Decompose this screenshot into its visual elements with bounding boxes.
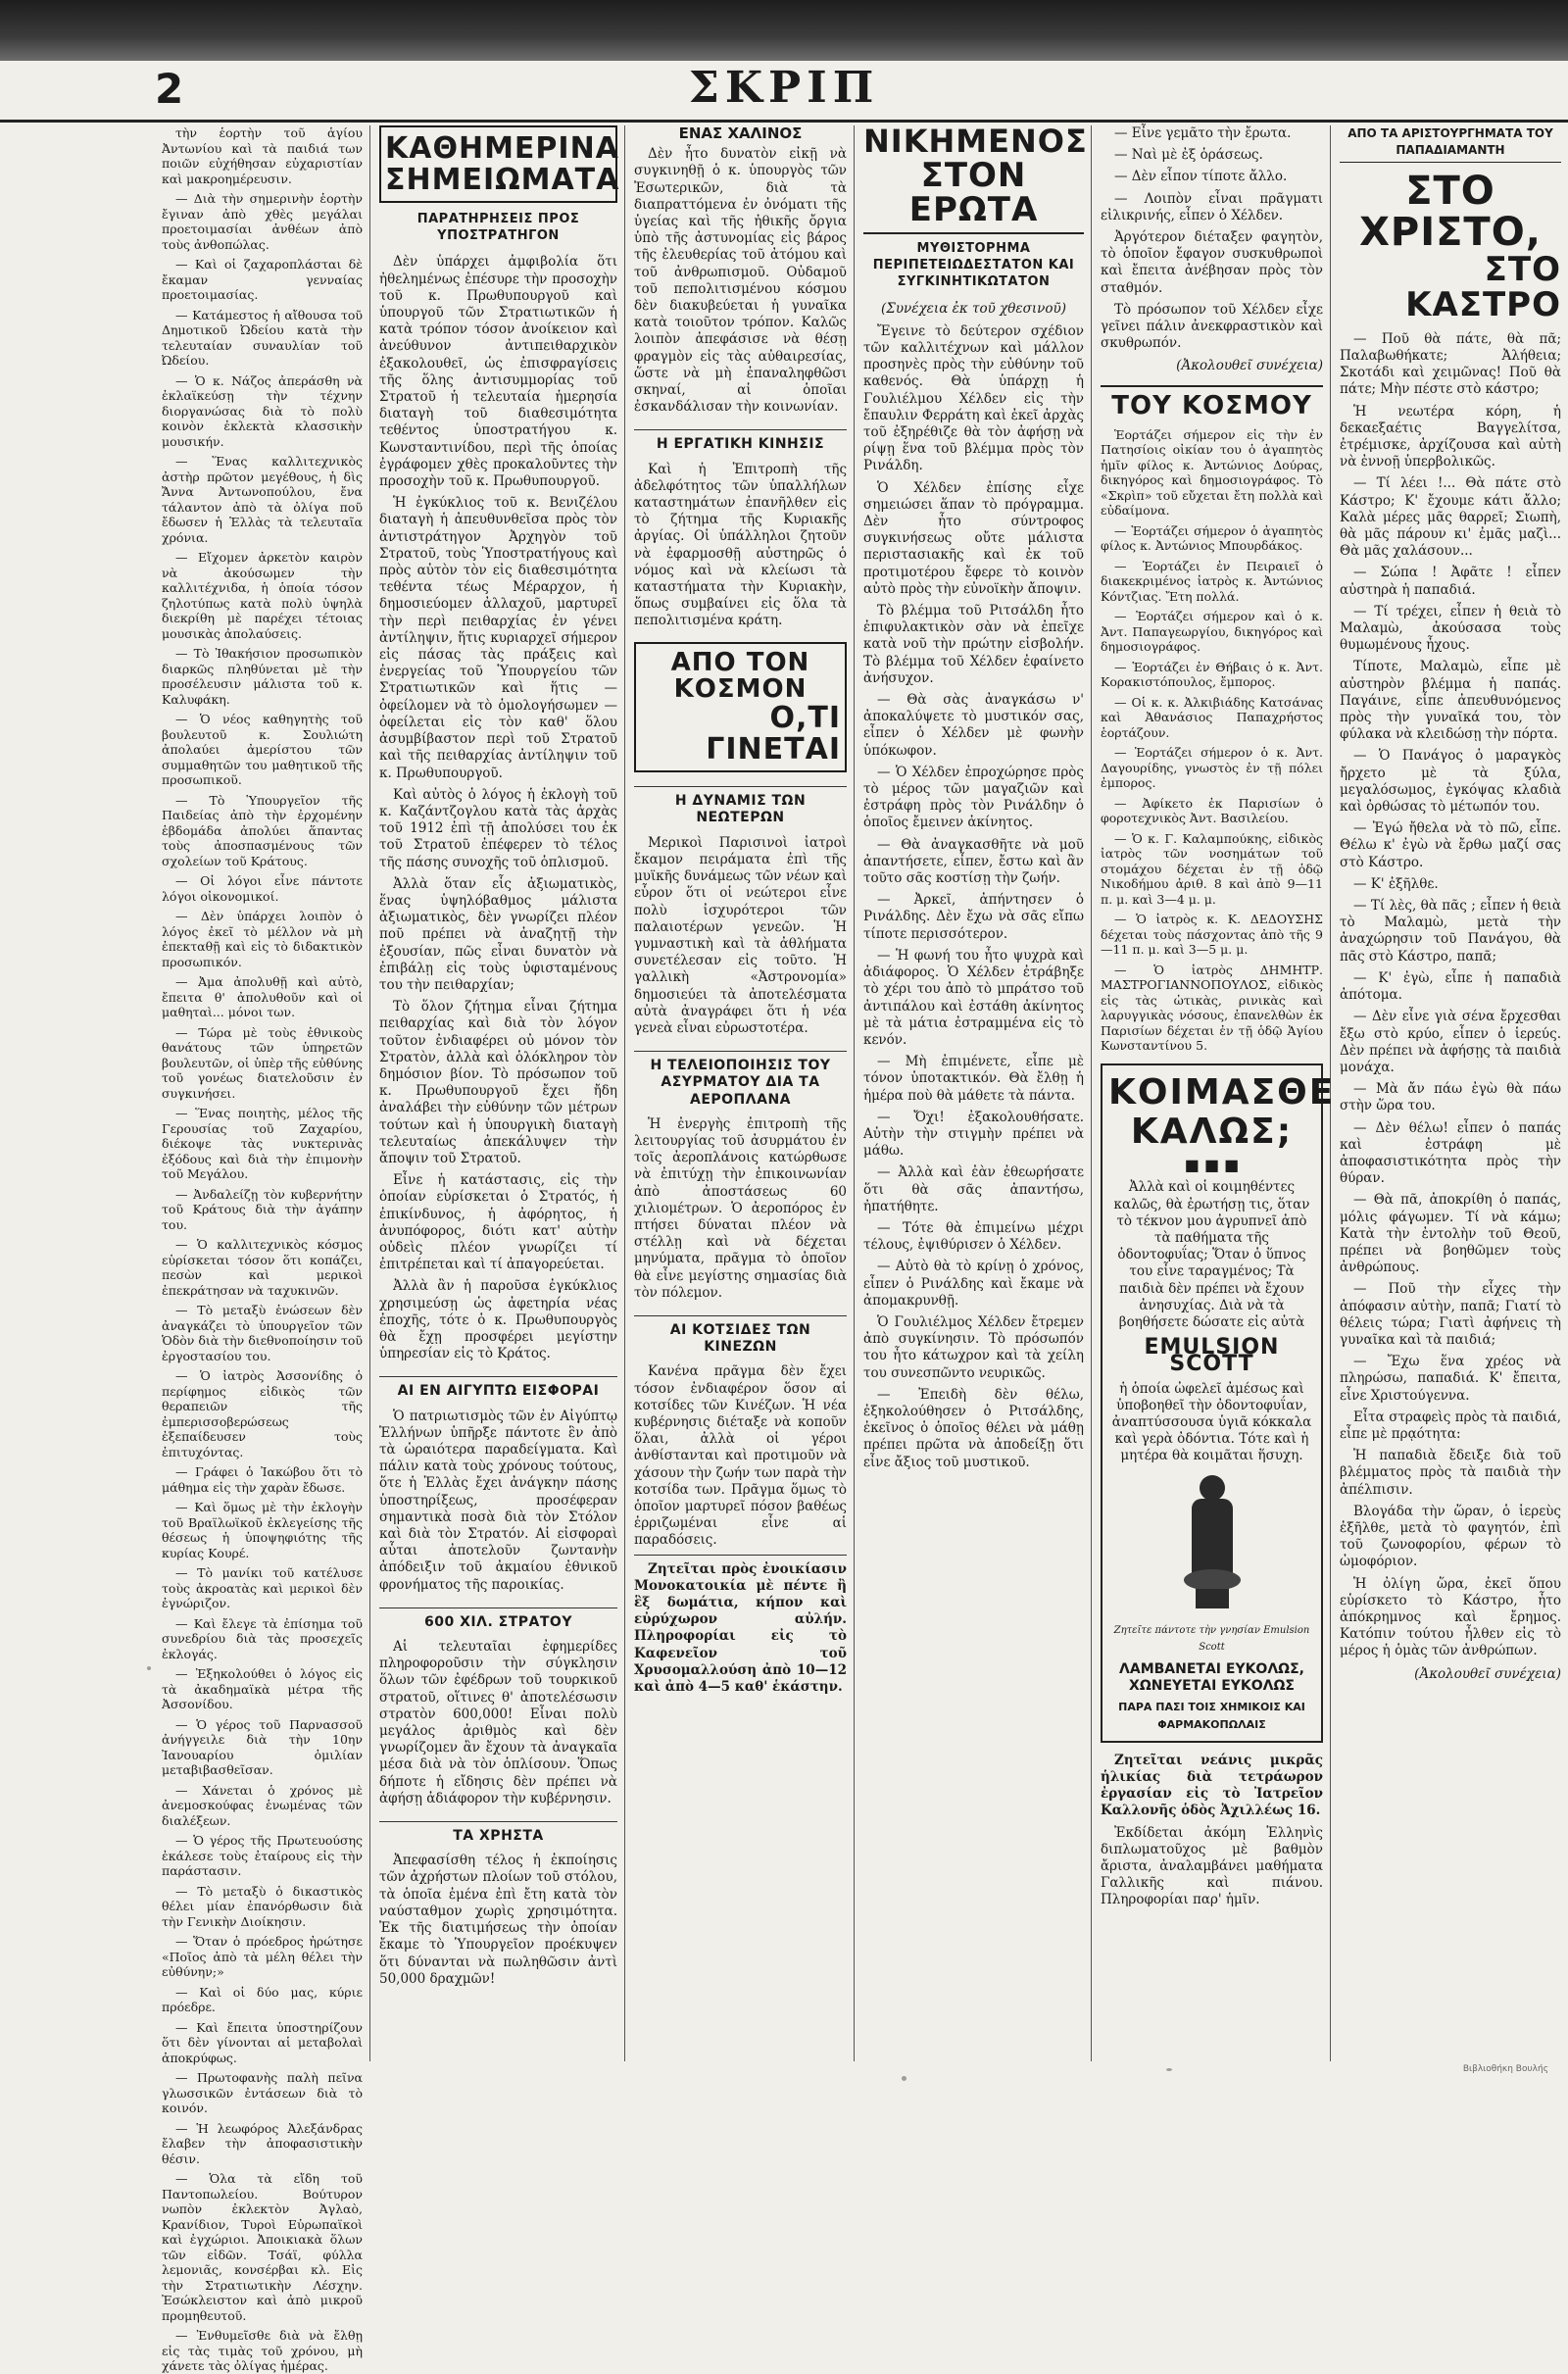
news-item: — Ὅταν ὁ πρόεδρος ἠρώτησε «Ποῖος ἀπὸ τὰ μέλη θέλει τὴν εὐθύνην;» (162, 1934, 363, 1979)
story-paragraph: — Τί λὲς, θὰ πᾶς ; εἶπεν ἡ θειὰ τὸ Μαλαμὼ, μετὰ τὴν ἀναχώρησιν τοῦ Πανάγου, θὰ πᾶς στὸ Κάστρο, παπᾶ; (1340, 898, 1561, 964)
army-text: Αἱ τελευταῖαι ἐφημερίδες πληροφοροῦσιν τὴν σύγκλησιν ὅλων τῶν ἐφέδρων τοῦ τουρκικοῦ στρατοῦ, οἵτινες θ' ἀποτελέσωσιν στρατὸν 600,000! Εἶναι πολὺ μεγάλος ἀριθμὸς καὶ δὲν γνωρίζομεν ἂν ἔχουν τὰ ἀναγκαῖα μέσα διὰ νὰ τὸν ὁπλίσουν. Ὅπως δήποτε ἡ εἴδησις δὲν πρέπει νὰ ἀφήσῃ ἀδιάφορον τὴν κυβέρνησιν. (379, 1639, 617, 1806)
ad-text-2: ἡ ὁποία ὠφελεῖ ἀμέσως καὶ ὑποβοηθεῖ τὴν ὀδοντοφυΐαν, ἀναπτύσσουσα ὑγιᾶ κόκκαλα καὶ γερὰ ὀδόντια. Τότε καὶ ἡ μητέρα θὰ κοιμᾶται ἥσυχη. (1111, 1380, 1312, 1464)
novel-subtitle: ΜΥΘΙΣΤΟΡΗΜΑ ΠΕΡΙΠΕΤΕΙΩΔΕΣΤΑΤΟΝ ΚΑΙ ΣΥΓΚΙΝΗΤΙΚΩΤΑΤΟΝ (872, 240, 1075, 290)
workers-head: Η ΕΡΓΑΤΙΚΗ ΚΙΝΗΣΙΣ (634, 429, 847, 453)
column-1-paragraphs (162, 125, 363, 2374)
ad-footer-2: ΠΑΡΑ ΠΑΣΙ ΤΟΙΣ ΧΗΜΙΚΟΙΣ ΚΑΙ ΦΑΡΜΑΚΟΠΩΛΑΙΣ (1118, 1701, 1305, 1731)
news-item: — Ἐξηκολούθει ὁ λόγος εἰς τὰ ἀκαδημαϊκὰ μέτρα τῆς Ἀσσονίδου. (162, 1666, 363, 1711)
news-item: — Ἕνας ποιητὴς, μέλος τῆς Γερουσίας τοῦ Ζαχαρίου, διέκοψε τὰς νυκτερινὰς ἐξόδους καὶ διὰ τὴν ἐπιμονὴν τοῦ Μεγάλου. (162, 1106, 363, 1181)
editorial-paragraph: Δὲν ὑπάρχει ἀμφιβολία ὅτι ἠθελημένως ἐπέσυρε τὴν προσοχὴν τοῦ κ. Πρωθυπουργοῦ καὶ ὑπουργοῦ τῶν Στρατιωτικῶν ἡ κατὰ τρόπον τόσον ἀνοίκειον καὶ ἀνεύθυνον ἀντιπειθαρχικὸν ἐξακολουθεῖ, ὡς ἐπισφραγίσεις τῆς ὅλης ἀντισυμμορίας τοῦ Στρατοῦ ἡ τελευταία ἡμερησία διαταγὴ τοῦ διαθεσιμότητα τεθέντος ὑποστρατήγου κ. Κωνσταντινίδου, περὶ τῆς ὁποίας ἐγράφομεν χθὲς προκαλοῦντες τὴν προσοχὴν τοῦ κ. Πρωθυπουργοῦ. (379, 254, 617, 490)
news-item: — Τὸ μανίκι τοῦ κατέλυσε τοὺς ἀκροατὰς καὶ μερικοὶ δὲν ἐγνώριζον. (162, 1565, 363, 1610)
story-paragraph: — Ἐγώ ἤθελα νὰ τὸ πῶ, εἶπε. Θέλω κ' ἐγὼ νὰ ἔρθω μαζί σας στὸ Κάστρο. (1340, 820, 1561, 870)
column-4-paragraphs (863, 323, 1084, 1471)
story-paragraph: — Τί λέει !... Θὰ πάτε στὸ Κάστρο; Κ' ἔχουμε κάτι ἄλλο; Καλὰ μέρες μᾶς θαρρεῖ; Σιωπὴ, θὰ μᾶς πάρουν κι' ἐμᾶς μαζὶ... Θὰ μᾶς χαλάσουν... (1340, 475, 1561, 560)
useful-head: ΤΑ ΧΡΗΣΤΑ (379, 1821, 617, 1845)
society-item: — Ἑορτάζει σήμερον ὁ κ. Ἀντ. Δαγουρίδης, γνωστὸς ἐν τῇ πόλει ἐμπορος. (1101, 745, 1323, 791)
news-item: — Τώρα μὲ τοὺς ἐθνικοὺς θανάτους τῶν ὑπηρετῶν βουλευτῶν, οἱ ὑπὲρ τῆς εὐθύνης τοῦ γονέως διατελοῦσιν ἐν συγκινήσει. (162, 1024, 363, 1101)
ad-brand: EMULSION SCOTT (1144, 1335, 1280, 1377)
story-paragraph: — Ποῦ τὴν εἶχες τὴν ἀπόφασιν αὐτὴν, παπᾶ; Γιατί τὸ θέλεις τώρα; Γιατὶ ἀφήνεις τὴ γυναῖκα καὶ τὰ παιδιά; (1340, 1281, 1561, 1348)
editorial-paragraph: Εἶνε ἡ κατάστασις, εἰς τὴν ὁποίαν εὑρίσκεται ὁ Στρατός, ἡ ἐπικίνδυνος, ἡ ἀφόρητος, ἡ ἀνυπόφορος, διότι κατ' αὐτὴν οὐδεὶς πλέον γνωρίζει τί ἐπιτρέπεται καὶ τί ἀπαγορεύεται. (379, 1172, 617, 1273)
story-paragraph: Ἡ νεωτέρα κόρη, ἡ δεκαεξαέτις Βαγγελίτσα, ἐτρέμισκε, ἀρχίζουσα καὶ αὐτὴ νὰ ἐννοῇ ὑπερβολικῶς. (1340, 403, 1561, 470)
masthead (0, 61, 1568, 123)
library-stamp: Βιβλιοθήκη Βουλής (1462, 2064, 1548, 2074)
novel-paragraph: — Ναὶ μὲ ἐξ ὁράσεως. (1114, 147, 1263, 164)
novel-paragraph: Ἔγεινε τὸ δεύτερον σχέδιον τῶν καλλιτέχνων καὶ μάλλον προσηνὲς πρὸς τὴν εὐθύνην τοῦ καθενός. Θὰ ὑπάρχῃ ἡ Γουλιέλμου Χέλδεν εἰς τὴν ἔπαυλιν Φερράτη καὶ ἐκεῖ ἀρχὰς τοῦ ἐξηρέθιζε θὰ τὸν ἀφήσῃ νὰ ρίψῃ ἕνα τοῦ βλέμμα πρὸς τὸν Ρινάλδη. (863, 322, 1084, 474)
society-item: Ἑορτάζει σήμερον εἰς τὴν ἐν Πατησίοις οἰκίαν του ὁ ἀγαπητὸς ἡμῖν φίλος κ. Ἀντώνιος Δούρας, δικηγόρος καὶ δημοσιογράφος. Τὸ «Σκρὶπ» τοῦ εὔχεται ἔτη πολλὰ καὶ εὐδαίμονα. (1101, 426, 1323, 519)
scan-speckle (147, 1666, 151, 1670)
society-item: — Ἑορτάζει σήμερον ὁ ἀγαπητὸς φίλος κ. Ἀντώνιος Μπουρδάκος. (1101, 522, 1323, 554)
society-item: — Ὁ ἰατρὸς ΔΗΜΗΤΡ. ΜΑΣΤΡΟΓΙΑΝΝΟΠΟΥΛΟΣ, εἰδικὸς εἰς τὰς ὠτικὰς, ρινικὰς καὶ λαρυγγικὰς νόσους, ἐπανελθὼν ἐκ Παρισίων δέχεται ἐν τῇ ὁδῷ Ἁγίου Κωνσταντίνου 5. (1101, 962, 1323, 1054)
society-item: — Ἀφίκετο ἐκ Παρισίων ὁ φοροτεχνικὸς Ἀντ. Βασιλείου. (1101, 795, 1323, 826)
news-item: — Καὶ ἔλεγε τὰ ἐπίσημα τοῦ συνεδρίου διὰ τὰς προσεχεῖς ἐκλογάς. (162, 1615, 363, 1661)
news-item: — Ὁ νέος καθηγητὴς τοῦ βουλευτοῦ κ. Σουλιώτη ἀπολαύει ἀμερίστου τῶν συμμαθητῶν του μαθητικοῦ τῆς προσωπικοῦ. (162, 712, 363, 787)
news-item: — Ἡ λεωφόρος Ἀλεξάνδρας ἔλαβεν τὴν ἀποφασιστικὴν θέσιν. (162, 2120, 363, 2166)
news-item: — Ὁλα τὰ εἴδη τοῦ Παντοπωλείου. Βούτυρον νωπὸν ἐκλεκτὸν Ἀγλαὸ, Κρανίδιον, Τυροὶ Εὐρωπαϊκοὶ καὶ ἐγχώριοι. Ἀποικιακὰ ὅλων τῶν εἰδῶν. Τσάϊ, φύλλα λεμονιᾶς, κονσέρβαι κλ. Εἰς τὴν Στρατιωτικὴν Λέσχην. Ἐσώκλειστον καὶ ἀπὸ μικροῦ προμηθευτοῦ. (162, 2171, 363, 2323)
emulsion-scott-ad (1101, 1063, 1336, 1743)
aero-head: Η ΤΕΛΕΙΟΠΟΙΗΣΙΣ ΤΟΥ ΑΣΥΡΜΑΤΟΥ ΔΙΑ ΤΑ ΑΕΡΟΠΛΑΝΑ (634, 1051, 847, 1109)
scan-speckle (1166, 2068, 1172, 2071)
story-kicker: ΑΠΟ ΤΑ ΑΡΙΣΤΟΥΡΓΗΜΑΤΑ ΤΟΥ ΠΑΠΑΔΙΑΜΑΝΤΗ (1340, 125, 1561, 163)
novel-paragraph: — Δὲν εἶπον τίποτε ἄλλο. (1114, 169, 1288, 185)
news-item: — Κατάμεστος ἡ αἴθουσα τοῦ Δημοτικοῦ Ὠδείου κατὰ τὴν τελευταίαν συναυλίαν τοῦ Ὠδείου. (162, 307, 363, 368)
fisherman-logo-icon (1178, 1475, 1247, 1612)
story-paragraph: Τίποτε, Μαλαμὼ, εἶπε μὲ αὐστηρὸν βλέμμα ἡ παπάς. Παγάινε, εἶπε ἀπευθυνόμενος πρὸς τὴν γυναῖκά του, τὸν φύλακα νὰ κλειδώσῃ τὴν πόρτα. (1340, 659, 1561, 743)
story-paragraph: — Δὲν θέλω! εἶπεν ὁ παπάς καὶ ἐστράφη μὲ ἀποφασιστικότητα πρὸς τὴν θύραν. (1340, 1119, 1561, 1187)
workers-text: Καὶ ἡ Ἐπιτροπὴ τῆς ἀδελφότητος τῶν ὑπαλλήλων καταστημάτων ἐπανῆλθεν εἰς τὸ ζήτημα τῆς Κυριακῆς ἀργίας. Οἱ ὑπάλληλοι ζητοῦν νὰ ἐφαρμοσθῇ αὐστηρῶς ὁ νόμος καὶ νὰ κλείωσι τὰ καταστήματα τὴν Κυριακὴν, ὅπως συμβαίνει εἰς ὅλα τὰ πεπολιτισμένα κράτη. (634, 461, 847, 629)
story-paragraph: Ἡ ὀλίγη ὥρα, ἐκεῖ ὅπου εὑρίσκετο τὸ Κάστρο, ἦτο ἀπόκρημνος καὶ ἔρημος. Κατόπιν τούτου ἦλθεν εἰς τὸ μέρος ἡ ὁμὰς τῶν ἀνθρώπων. (1340, 1575, 1561, 1659)
chinese-text: Κανένα πρᾶγμα δὲν ἔχει τόσον ἐνδιαφέρον ὅσον αἱ κοτσίδες τῶν Κινέζων. Ἡ νέα κυβέρνησις διέταξε νὰ κοποῦν ὅλαι, ἀλλὰ οἱ γέροι ἀνθίστανται καὶ προτιμοῦν νὰ χάσουν τὴν ζωήν των παρὰ τὴν κοτσίδα των. Πρᾶγμα ὅμως τὸ ὁποῖον μαρτυρεῖ πόσον βαθέως ἐρριζωμέναι εἶνε αἱ παραδόσεις. (634, 1363, 847, 1549)
column-2-title-line2: ΣΗΜΕΙΩΜΑΤΑ (385, 162, 620, 197)
column-2-subtitle: ΠΑΡΑΤΗΡΗΣΕΙΣ ΠΡΟΣ ΥΠΟΣΤΡΑΤΗΓΟΝ (416, 212, 580, 244)
news-item: — Ἀμα ἀπολυθῇ καὶ αὐτὸ, ἔπειτα θ' ἀπολυθοῦν καὶ οἱ μαθηταὶ... μόνοι των. (162, 974, 363, 1019)
news-item: — Διὰ τὴν σημερινὴν ἑορτὴν ἔγιναν ἀπὸ χθὲς μεγάλαι προετοιμασίαι ἀνθέων ἀπὸ τοὺς ἀνθοπώλας. (162, 191, 363, 252)
novel-continued: (Συνέχεια ἐκ τοῦ χθεσινοῦ) (881, 300, 1066, 317)
column-4 (857, 125, 1092, 2061)
classified-2: Ἐκδίδεται ἀκόμη Ἑλληνὶς διπλωματοῦχος μὲ βαθμὸν ἄριστα, ἀναλαμβάνει μαθήματα Γαλλικῆς καὶ πιάνου. Πληροφορίαι παρ' ἡμῖν. (1101, 1824, 1323, 1908)
novel-paragraph: — Ἀλλὰ καὶ ἐὰν ἐθεωρήσατε ὅτι θὰ σᾶς ἀπαντήσω, ἠπατήθητε. (863, 1164, 1084, 1214)
story-paragraph: — Δὲν εἶνε γιὰ σένα ἔρχεσθαι ἔξω στὸ κρύο, εἶπεν ὁ ἱερεύς. Δὲν πρέπει νὰ ἀφήσῃς τὰ παιδιὰ μονάχα. (1340, 1009, 1561, 1075)
novel-paragraph: — Τότε θὰ ἐπιμείνω μέχρι τέλους, ἐψιθύρισεν ὁ Χέλδεν. (863, 1219, 1084, 1254)
editorial-paragraph: Ἡ ἐγκύκλιος τοῦ κ. Βενιζέλου διαταγὴ ἡ ἀπευθυνθεῖσα πρὸς τὸν ἀντιστράτηγον Ἀρχηγὸν τοῦ Στρατοῦ, τοὺς Ὑποστρατήγους καὶ πρὸς αὐτὸν τὸν εἰς διαθεσιμότητα τεθέντα τέως Μέραρχον, ἡ δημοσιεύομεν ἀλλαχοῦ, μαρτυρεῖ τὴν περὶ πειθαρχίας ἐν γένει ἀντίληψιν, ἥτις κυριαρχεῖ σήμερον εἰς πάσας τὰς πράξεις καὶ ἐνεργείας τοῦ Ὑπουργείου τῶν Στρατιωτικῶν καὶ ἥτις — ὀφείλομεν νὰ τὸ ὁμολογήσωμεν — ὀφείλεται εἰς τὸν καθ' ὅλου ἀσυμβίβαστον περὶ τοῦ Στρατοῦ καὶ τῆς πειθαρχίας ἀντίληψιν τοῦ κ. Πρωθυπουργοῦ. (379, 495, 617, 781)
news-item: — Τὸ μεταξὺ ὁ δικαστικὸς θέλει μίαν ἐπανόρθωσιν διὰ τὴν Γενικὴν Διοίκησιν. (162, 1883, 363, 1929)
novel-paragraph: — Ἡ φωνή του ἦτο ψυχρὰ καὶ ἀδιάφορος. Ὁ Χέλδεν ἐτράβηξε τὸ χέρι του ἀπὸ τὸ μπράτσο τοῦ ἀντιπάλου καὶ ἐστάθη ἀκίνητος μὲ τὰ μάτια ἐστραμμένα εἰς τὸ κενόν. (863, 947, 1084, 1048)
novel-paragraph: — Ὁ Χέλδεν ἐπροχώρησε πρὸς τὸ μέρος τῶν μαγαζιῶν καὶ ἐστράφη πρὸς τὸν Ρινάλδην ὁ ὁποῖος ἔμεινεν ἀκίνητος. (863, 764, 1084, 831)
novel-paragraph: Ὁ Χέλδεν ἐπίσης εἶχε σημειώσει ἅπαν τὸ πρόγραμμα. Δὲν ἦτο σύντροφος συγκινήσεως οὔτε μάλιστα περιστασιακῆς καὶ ἐκ τοῦ προτιμοτέρου ἔφερε τὸ κοινὸν αὐτὸ πρὸς τὴν εὐνοϊκὴν ἄποψιν. (863, 479, 1084, 597)
column-2-title-box (379, 125, 620, 203)
society-item: — Ἑορτάζει ἐν Πειραιεῖ ὁ διακεκριμένος ἰατρὸς κ. Ἀντώνιος Κόντζιας. Ἔτη πολλά. (1101, 558, 1323, 604)
ad-text: Ἀλλὰ καὶ οἱ κοιμηθέντες καλῶς, θὰ ἐρωτήσῃ τις, ὅταν τὸ τέκνον μου ἀγρυπνεῖ ἀπὸ τὰ παθήματα τῆς ὀδοντοφυΐας; Ὅταν ὁ ὕπνος του εἶνε ταραγμένος; Τὰ παιδιὰ δὲν πρέπει νὰ ἔχουν ἀνησυχίας. Διὰ νὰ τὰ βοηθήσετε δώσατε εἰς αὐτὰ (1113, 1179, 1310, 1330)
novel-title-line2: ΣΤΟΝ ΕΡΩΤΑ (863, 159, 1084, 234)
aero-text: Ἡ ἐνεργὴς ἐπιτροπὴ τῆς λειτουργίας τοῦ ἀσυρμάτου ἐν τοῖς ἀεροπλάνοις κατώρθωσε νὰ ἐπιτύχῃ τὴν ἐπικοινωνίαν ἀπὸ ἀποστάσεως 60 χιλιομέτρων. Ὁ ἀεροπόρος ἐν πτήσει δύναται πλέον νὰ στέλλῃ καὶ νὰ δέχεται μηνύματα, πρᾶγμα τὸ ὁποῖον θὰ εἶνε μεγίστης σημασίας διὰ τὸν πόλεμον. (634, 1115, 847, 1301)
society-item: — Ἑορτάζει σήμερον καὶ ὁ κ. Ἀντ. Παπαγεωργίου, δικηγόρος καὶ δημοσιογράφος. (1101, 609, 1323, 655)
novel-paragraph: — Αὐτὸ θὰ τὸ κρίνῃ ὁ χρόνος, εἶπεν ὁ Ρινάλδης καὶ ἔκαμε νὰ ἀπομακρυνθῇ. (863, 1259, 1084, 1309)
column-3 (627, 125, 855, 2061)
news-item: — Χάνεται ὁ χρόνος μὲ ἀνεμοσκούφας ἑνωμένας τῶν διαλέξεων. (162, 1782, 363, 1828)
scan-speckle (902, 2076, 906, 2081)
news-item: — Τὸ μεταξὺ ἐνώσεων δὲν ἀναγκάζει τὸ ὑπουργεῖον τῶν Ὁδὸν διὰ τὴν διεθνοποίησιν τοῦ ἐργοστασίου του. (162, 1303, 363, 1363)
editorial-paragraph: Καὶ αὐτὸς ὁ λόγος ἡ ἐκλογὴ τοῦ κ. Καζάντζογλου κατὰ τὰς ἀρχὰς τοῦ 1912 ἐπὶ τῇ ἀπολύσει του ἐκ τοῦ Στρατοῦ ἐπέφερεν τὸ τέλος τῆς πάσης συνοχῆς τοῦ ὁπλισμοῦ. (379, 786, 617, 870)
novel-paragraph: — Ἀρκεῖ, ἀπήντησεν ὁ Ρινάλδης. Δὲν ἔχω νὰ σᾶς εἴπω τίποτε περισσότερον. (863, 892, 1084, 942)
column-2 (372, 125, 625, 2061)
story-paragraph: — Ποῦ θὰ πάτε, θὰ πᾶ; Παλαβωθήκατε; Ἀλήθεια; Σκοτάδι καὶ χειμῶνας! Ποῦ θὰ πάτε; Μὴν πέστε στὸ κάστρο; (1340, 330, 1561, 398)
column-6-paragraphs (1340, 331, 1561, 1660)
society-item: — Ἑορτάζει ἐν Θήβαις ὁ κ. Ἀντ. Κορακιστόπουλος, ἔμπορος. (1101, 659, 1323, 690)
column-6-continued: (Ἀκολουθεῖ συνέχεια) (1414, 1665, 1561, 1682)
world-subtitle: Ο,ΤΙ ΓΙΝΕΤΑΙ (706, 701, 841, 767)
useful-text: Ἀπεφασίσθη τέλος ἡ ἐκποίησις τῶν ἀχρήστων πλοίων τοῦ στόλου, τὰ ὁποῖα ἐμένα ἐπὶ ἔτη κατὰ τὸν ναύσταθμον χωρὶς χρησιμότητα. Ἐκ τῆς διατιμήσεως τὴν ὁποίαν ἔκαμε τὸ Ὑπουργεῖον προέκυψεν ὅτι δύνανται νὰ πωληθῶσιν ἀντὶ 50,000 δραχμῶν! (379, 1853, 617, 1987)
news-item: — Ὁ κ. Νάζος ἀπεράσθη νὰ ἐκλαϊκεύσῃ τὴν τέχνην διοργανώσας διὰ τὸ πολὺ κοινὸν ἐκλεκτὰ κλασσικὴν μουσικήν. (162, 372, 363, 449)
news-item: — Καὶ οἱ δύο μας, κύριε πρόεδρε. (162, 1984, 363, 2014)
novel-paragraph: — Μὴ ἐπιμένετε, εἶπε μὲ τόνον ὑποτακτικόν. Θὰ ἔλθῃ ἡ ἡμέρα ποὺ θὰ μάθετε τὰ πάντα. (863, 1054, 1084, 1104)
editorial-paragraph: Ἀλλὰ ὅταν εἷς ἀξιωματικὸς, ἕνας ὑψηλόβαθμος μάλιστα ἀξιωματικὸς, δὲν γνωρίζει πλέον ποῦ πρέπει νὰ ἀναζητῇ τὴν ἐξουσίαν, πῶς εἶναι δυνατὸν νὰ ἐπιβάλῃ εἰς τοὺς ὑφισταμένους του τὴν πειθαρχίαν; (379, 875, 617, 993)
news-item: — Τὸ Ὑπουργεῖον τῆς Παιδείας ἀπὸ τὴν ἐρχομένην ἑβδομάδα ἀπολύει ἅπαντας τοὺς ἀποσπασμένους τῶν σχολείων τοῦ Κράτους. (162, 792, 363, 868)
story-paragraph: Βλογάδα τὴν ὥραν, ὁ ἱερεὺς ἐξῆλθε, μετὰ τὸ φαγητόν, ἐπὶ τοῦ ζωνοφορίου, φέρων τὸ ὠμοφόριον. (1340, 1503, 1561, 1570)
column-2-paragraphs (379, 254, 617, 1362)
editorial-paragraph: Ἀλλὰ ἂν ἡ παροῦσα ἐγκύκλιος χρησιμεύσῃ ὡς ἀφετηρία νέας ἐποχῆς, τότε ὁ κ. Πρωθυπουργὸς θὰ ἔχῃ προσφέρει μεγίστην ὑπηρεσίαν εἰς τὸ Κράτος. (379, 1278, 617, 1362)
world-title-box (634, 642, 847, 773)
story-paragraph: — Κ' ἐγὼ, εἶπε ἡ παπαδιὰ ἀπότομα. (1340, 969, 1561, 1004)
ad-footer: ΛΑΜΒΑΝΕΤΑΙ ΕΥΚΟΛΩΣ, ΧΩΝΕΥΕΤΑΙ ΕΥΚΟΛΩΣ (1119, 1660, 1304, 1695)
news-item: — Καὶ οἱ ζαχαροπλάσται δὲ ἔκαμαν γενναίας προετοιμασίας. (162, 257, 363, 302)
news-item: — Καὶ ὅμως μὲ τὴν ἐκλογὴν τοῦ Βραϊλωϊκοῦ ἐκλεγείσης τῆς θέσεως ἡ ὑποψηφιότης τῆς κυρίας Κουρέ. (162, 1500, 363, 1560)
news-item: — Οἱ λόγοι εἶνε πάντοτε λόγοι οἰκονομικοί. (162, 873, 363, 904)
news-item: — Ἐνθυμεῖσθε διὰ νὰ ἔλθῃ εἰς τὰς τιμὰς τοῦ χρόνου, μὴ χάνετε τὰς ὀλίγας ἡμέρας. (162, 2328, 363, 2373)
novel-paragraph: — Ἐπειδὴ δὲν θέλω, ἐξηκολούθησεν ὁ Ριτσάλδης, ἐκεῖνος ὁ ὁποῖος θέλει νὰ μάθῃ πρέπει πρῶτα νὰ ἀποδείξῃ ὅτι εἶνε ἄξιος τοῦ μυστικοῦ. (863, 1386, 1084, 1470)
story-paragraph: — Μὰ ἄν πάω ἐγὼ θὰ πάω στὴν ὥρα του. (1340, 1081, 1561, 1114)
egypt-head: ΑΙ ΕΝ ΑΙΓΥΠΤΩ ΕΙΣΦΟΡΑΙ (379, 1376, 617, 1400)
news-item: — Ὁ γέρος τῆς Πρωτευούσης ἐκάλεσε τοὺς ἐταίρους εἰς τὴν παράστασιν. (162, 1833, 363, 1878)
ad-title-line1: ΚΟΙΜΑΣΘΕ (1108, 1071, 1336, 1113)
novel-paragraph: — Ὄχι! ἐξακολουθήσατε. Αὐτὴν τὴν στιγμὴν πρέπει νὰ μάθω. (863, 1109, 1084, 1160)
news-item: — Ὁ γέρος τοῦ Παρνασσοῦ ἀνήγγειλε διὰ τὴν 10ην Ἰανουαρίου ὁμιλίαν μεταβιβασθεῖσαν. (162, 1716, 363, 1777)
newspaper-title: ΣΚΡΙΠ (688, 63, 880, 113)
top-scan-band (0, 0, 1568, 61)
novel-paragraph: Ὁ Γουλιέλμος Χέλδεν ἔτρεμεν ἀπὸ συγκίνησιν. Τὸ πρόσωπόν του ἦτο κάτωχρον καὶ τὰ χείλη του συνεσπῶντο νευρικῶς. (863, 1313, 1084, 1381)
news-item: — Ὁ καλλιτεχνικὸς κόσμος εὑρίσκεται τόσον ὅτι κοπάζει, πεσὼν καὶ μερικοὶ ἐπεκράτησαν νὰ ταχυκινῶν. (162, 1237, 363, 1298)
news-item: — Καὶ ἔπειτα ὑποστηρίζουν ὅτι δὲν γίνονται αἱ μεταβολαὶ ἀποκρύφως. (162, 2019, 363, 2065)
column-5-continued: (Ἀκολουθεῖ συνέχεια) (1176, 358, 1323, 374)
novel-paragraph: — Εἶνε γεμᾶτο τὴν ἔρωτα. (1114, 125, 1292, 141)
kalinos-head: ΕΝΑΣ ΧΑΛΙΝΟΣ (678, 124, 803, 142)
novel-paragraph: Τὸ πρόσωπον τοῦ Χέλδεν εἶχε γεῖνει πάλιν ἀνεκφραστικὸν καὶ σκυθρωπόν. (1101, 301, 1323, 352)
editorial-paragraph: Τὸ ὅλον ζήτημα εἶναι ζήτημα πειθαρχίας καὶ διὰ τὸν λόγον τοῦτον ἐνδιαφέρει οὐ μόνον τὸν Στρατὸν, ἀλλὰ καὶ ὁλόκληρον τὸν δημόσιον βίον. Τὸ πρόσωπον τοῦ κ. Πρωθυπουργοῦ ἔχει ἤδη ἀναλάβει τὴν εὐθύνην τῶν μέτρων τούτων καὶ ἡ ὑπουργικὴ διαταγὴ τελευταίως ἀπεκάλυψεν τὴν ἄποψιν τοῦ Στρατοῦ. (379, 999, 617, 1166)
story-paragraph: — Θὰ πᾶ, ἀποκρίθη ὁ παπάς, μόλις φάγωμεν. Τί νὰ κάμω; Κατὰ τὴν ἐντολὴν τοῦ Θεοῦ, πρέπει νὰ βοηθῶμεν τοὺς ἀνθρώπους. (1340, 1192, 1561, 1276)
news-item: — Εἴχομεν ἀρκετὸν καιρὸν νὰ ἀκούσωμεν τὴν καλλιτέχνιδα, ἡ ὁποία τόσον ζηλοτύπως κατὰ πολὺ ὑψηλὰ διεκρίθη μὲ παρέχει τέτοιας μουσικὰς ἀπολαύσεις. (162, 550, 363, 641)
news-item: — Πρωτοφανὴς παλὴ πεῖνα γλωσσικῶν ἐντάσεων διὰ τὸ κοινόν. (162, 2070, 363, 2115)
news-item: — Ἕνας καλλιτεχνικὸς ἀστὴρ πρῶτον μεγέθους, ἡ δὶς Ἄννα Ἀντωνοπούλου, ἔνα τάλαντον ἀπὸ τὰ ὀλίγα ποῦ ἔδωσεν ἡ Ἑλλὰς τὰ τελευταῖα χρόνια. (162, 454, 363, 545)
society-head: ΤΟΥ ΚΟΣΜΟΥ (1101, 385, 1323, 420)
news-item: — Γράφει ὁ Ἰακώβου ὅτι τὸ μάθημα εἰς τὴν χαρὰν ἔδωσε. (162, 1464, 363, 1495)
column-6 (1333, 125, 1568, 2061)
column-5-paragraphs (1101, 125, 1323, 352)
column-2-title-line1: ΚΑΘΗΜΕΡΙΝΑ (385, 131, 619, 166)
ad-caption: Ζητεῖτε πάντοτε τὴν γνησίαν Emulsion Scott (1113, 1624, 1310, 1653)
story-paragraph: Εἶτα στραφεὶς πρὸς τὰ παιδιά, εἶπε μὲ πρᾳότητα: (1340, 1409, 1561, 1442)
novel-title-line1: ΝΙΚΗΜΕΝΟΣ (863, 123, 1088, 160)
society-item: — Ὁ κ. Γ. Καλαμπούκης, εἰδικὸς ἰατρὸς τῶν νοσημάτων τοῦ στομάχου δέχεται ἐν τῇ ὁδῷ Νικοδήμου ἀριθ. 8 καὶ ἀπὸ 9—11 π. μ. καὶ 3—4 μ. μ. (1101, 830, 1323, 907)
news-item: — Ὁ ἰατρὸς Ἀσσονίδης ὁ περίφημος εἰδικὸς τῶν θεραπειῶν τῆς ἐμπερισσοβερώσεως ἐξεπαίδευσεν τοὺς ἐπιτυχόντας. (162, 1368, 363, 1459)
youth-text: Μερικοὶ Παρισινοὶ ἰατροὶ ἔκαμον πειράματα ἐπὶ τῆς μυϊκῆς δυνάμεως τῶν νέων καὶ εὗρον ὅτι οἱ νεώτεροι εἶνε πολὺ ἰσχυρότεροι τῶν παλαιοτέρων γενεῶν. Ἡ γυμναστικὴ καὶ τὰ ἀθλήματα συνετέλεσαν εἰς τοῦτο. Ἡ γαλλικὴ «Ἀστρονομία» δημοσιεύει τὰ ἀποτελέσματα αὐτὰ ἀναγράφει ὅτι ἡ νέα γενεὰ εἶναι εὐρωστοτέρα. (634, 834, 847, 1036)
rental-notice: Ζητεῖται πρὸς ἐνοικίασιν Μονοκατοικία μὲ πέντε ἢ ἓξ δωμάτια, κήπον καὶ εὐρύχωρον αὐλήν. Πληροφορίαι εἰς τὸ Καφενεῖον τοῦ Χρυσομαλλούση ἀπὸ 10—12 καὶ ἀπὸ 4—5 καθ' ἑκάστην. (634, 1555, 847, 1697)
story-title-line2: ΣΤΟ ΚΑΣΤΡΟ (1405, 250, 1561, 325)
story-title-line1: ΣΤΟ ΧΡΙΣΤΟ, (1359, 169, 1542, 256)
news-item: — Τὸ Ἰθακήσιον προσωπικὸν διαρκῶς πληθύνεται μὲ τὴν προσέλευσιν μάλιστα τοῦ κ. Καλυφάκη. (162, 646, 363, 707)
story-paragraph: — Κ' ἐξῆλθε. (1353, 875, 1439, 892)
egypt-text: Ὁ πατριωτισμὸς τῶν ἐν Αἰγύπτῳ Ἑλλήνων ὑπῆρξε πάντοτε ἓν ἀπὸ τὰ ὡραιότερα παραδείγματα. Καὶ πάλιν κατὰ τοὺς χρόνους τούτους, ὅτε ἡ Ἑλλὰς ἔχει ἀνάγκην πάσης ὑποστηρίξεως, προσέφεραν σημαντικὰ ποσὰ διὰ τὸν Στόλον καὶ διὰ τὸν Στρατόν. Αἱ εἰσφοραὶ αὗται ἀποτελοῦν ζωντανὴν ἀπόδειξιν τοῦ ἀκμαίου ἐθνικοῦ φρονήματος τῆς παροικίας. (379, 1408, 617, 1593)
youth-head: Η ΔΥΝΑΜΙΣ ΤΩΝ ΝΕΩΤΕΡΩΝ (634, 786, 847, 826)
news-item: — Δὲν ὑπάρχει λοιπὸν ὁ λόγος ἐκεῖ τὸ μέλλον νὰ μὴ ἐπεκταθῇ καὶ εἰς τὸ διδακτικὸν προσωπικόν. (162, 909, 363, 969)
column-1 (155, 125, 370, 2373)
world-title: ΑΠΟ ΤΟΝ ΚΟΣΜΟΝ (670, 647, 810, 704)
ad-ornament: ■ ■ ■ (1184, 1156, 1240, 1175)
news-item: — Ἀνδαλείζῃ τὸν κυβερνήτην τοῦ Κράτους διὰ τὴν ἀγάπην του. (162, 1186, 363, 1232)
society-item: — Ὁ ἰατρὸς κ. Κ. ΔΕΔΟΥΣΗΣ δέχεται τοὺς πάσχοντας ἀπὸ τῆς 9—11 π. μ. καὶ 3—5 μ. μ. (1101, 912, 1323, 958)
story-paragraph: — Τί τρέχει, εἶπεν ἡ θειὰ τὸ Μαλαμὼ, ἀκούσασα τοὺς θυμωμένους ἦχους. (1340, 603, 1561, 654)
chinese-head: ΑΙ ΚΟΤΣΙΔΕΣ ΤΩΝ ΚΙΝΕΖΩΝ (634, 1315, 847, 1356)
novel-paragraph: Τὸ βλέμμα τοῦ Ριτσάλδη ἦτο ἐπιφυλακτικὸν σὰν νὰ ἐπεῖχε κατὰ νοῦ τὴν πρώτην εἰσβολήν. Τὸ βλέμμα τοῦ Χέλδεν ἐφαίνετο ἀνήσυχον. (863, 603, 1084, 686)
story-paragraph: — Σώπα ! Ἀφᾶτε ! εἶπεν αὐστηρὰ ἡ παπαδιά. (1340, 565, 1561, 598)
ad-title-line2: ΚΑΛΩΣ; (1130, 1111, 1294, 1152)
classified-1: Ζητεῖται νεάνις μικρᾶς ἡλικίας διὰ τετράωρον ἐργασίαν εἰς τὸ Ἰατρεῖον Καλλονῆς ὁδὸς Ἀχιλλέως 16. (1101, 1752, 1323, 1819)
news-item: τὴν ἑορτὴν τοῦ ἁγίου Ἀντωνίου καὶ τὰ παιδιά των ποιῶν εὐχήθησαν εὐχαριστίαν καὶ μακροημέρευσιν. (162, 125, 363, 186)
novel-paragraph: — Θὰ ἀναγκασθῆτε νὰ μοῦ ἀπαντήσετε, εἶπεν, ἔστω καὶ ἂν τοῦτο σᾶς κοστίσῃ τὴν ζωήν. (863, 836, 1084, 887)
society-items (1101, 427, 1323, 1054)
novel-paragraph: — Λοιπὸν εἶναι πρᾶγματι εἰλικρινής, εἶπεν ὁ Χέλδεν. (1101, 190, 1323, 223)
novel-paragraph: Ἀργότερον διέταξεν φαγητὸν, τὸ ὁποῖον ἔφαγον συσκυθρωποὶ καὶ ἔπειτα ἀνέβησαν πρὸς τὸν σταθμόν. (1101, 229, 1323, 296)
kalinos-text: Δὲν ἦτο δυνατὸν εἰκῇ νὰ συγκινηθῇ ὁ κ. ὑπουργὸς τῶν Ἐσωτερικῶν, διὰ τὰ διαπραττόμενα ἐν ὀνόματι τῆς ὑγείας καὶ τῆς ἠθικῆς ὄργια ὑπὸ τῆς ἀστυνομίας εἰς βάρος τῆς ἐλευθερίας τοῦ ἀτόμου καὶ τοῦ ἀνθρωπισμοῦ. Οὐδαμοῦ τοῦ πεπολιτισμένου κόσμου δὲν διακυβεύεται ἡ γυναῖκα κατὰ τοιοῦτον τρόπον. Καλῶς λοιπὸν ἀπεφάσισε νὰ θέσῃ φραγμὸν εἰς τὰς αὐθαιρεσίας, ὥστε νὰ μὴ ἐπαναληφθῶσι σκηναί, αἱ ὁποῖαι ἐσκανδάλισαν τὴν κοινωνίαν. (634, 146, 847, 416)
story-paragraph: — Ὁ Πανάγος ὁ μαραγκὸς ἤρχετο μὲ τὰ ξύλα, μεγαλόσωμος, ἐγκόψας κλαδιὰ καὶ ὀρθώσας τὸ μέτωπόν του. (1340, 748, 1561, 816)
society-item: — Οἱ κ. κ. Ἀλκιβιάδης Κατσάνας καὶ Ἀθανάσιος Παπαχρήστος ἑορτάζουν. (1101, 694, 1323, 740)
page-number: 2 (155, 65, 184, 113)
column-5 (1094, 125, 1336, 2061)
story-paragraph: — Ἔχω ἕνα χρέος νὰ πληρώσω, παπαδιά. Κ' ἔπειτα, εἶνε Χριστούγεννα. (1340, 1354, 1561, 1404)
story-paragraph: Ἡ παπαδιὰ ἔδειξε διὰ τοῦ βλέμματος πρὸς τὰ παιδιὰ τὴν ἀπέλπισιν. (1340, 1448, 1561, 1498)
novel-paragraph: — Θὰ σὰς ἀναγκάσω ν' ἀποκαλύψετε τὸ μυστικόν σας, εἶπεν ὁ Χέλδεν μὲ φωνὴν ὑπόκωφον. (863, 692, 1084, 759)
army-head: 600 ΧΙΛ. ΣΤΡΑΤΟΥ (379, 1607, 617, 1631)
